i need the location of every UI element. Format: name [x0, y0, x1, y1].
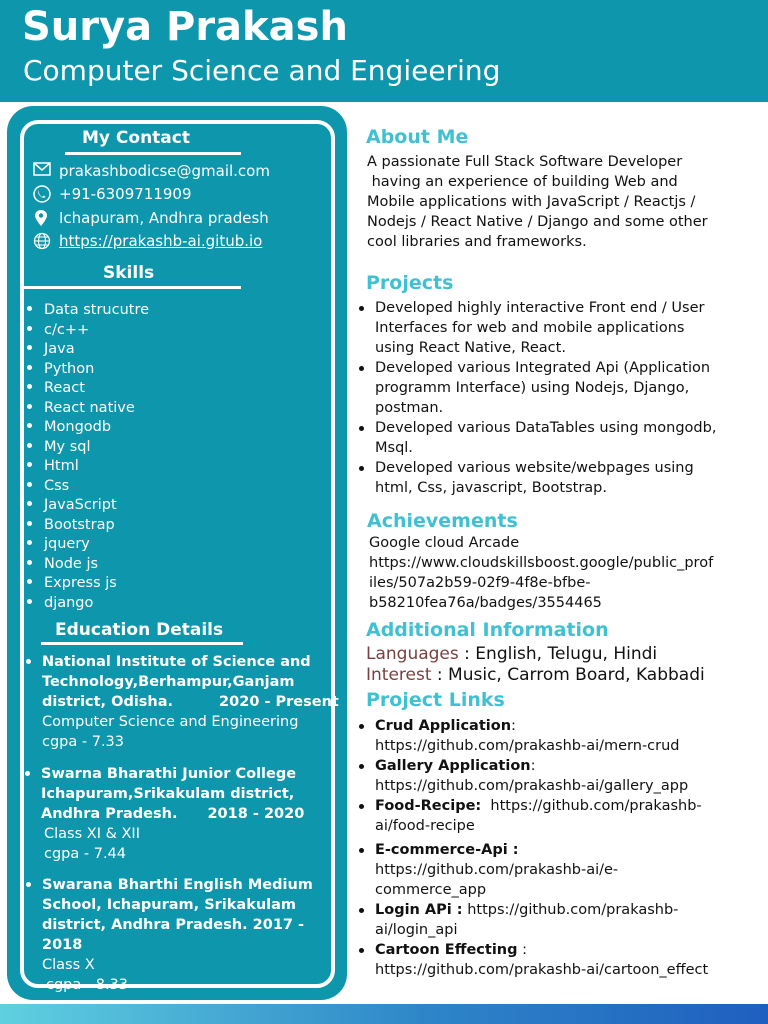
- about-text: [367, 152, 708, 252]
- education-years: 2018 - 2020: [207, 806, 305, 822]
- skill-item: Bootstrap: [25, 516, 149, 536]
- project-links-list: [375, 716, 708, 980]
- education-school-line: Technology,Berhampur,Ganjam: [42, 674, 295, 690]
- project-link-url[interactable]: ai/food-recipe: [375, 818, 475, 834]
- education-years: 2020 - Present: [219, 694, 339, 710]
- project-link-url[interactable]: https://github.com/prakashb-: [481, 798, 702, 814]
- project-links-heading: Project Links: [366, 689, 505, 711]
- person-name: Surya Prakash: [22, 4, 348, 50]
- project-link-url[interactable]: ai/login_api: [375, 922, 458, 938]
- project-link-url[interactable]: https://github.com/prakashb-ai/cartoon_effect: [375, 962, 709, 978]
- project-line: Developed various DataTables using mongodb,: [375, 420, 717, 436]
- education-heading: Education Details: [55, 620, 224, 640]
- project-link-item: [375, 900, 708, 940]
- achievement-line: Google cloud Arcade: [369, 535, 520, 551]
- interest-label: Interest: [366, 665, 432, 685]
- skill-item: django: [25, 594, 149, 614]
- project-line: html, Css, javascript, Bootstrap.: [375, 480, 607, 496]
- skill-item: React: [25, 379, 149, 399]
- contact-heading: My Contact: [82, 128, 190, 148]
- education-school-line: Swarana Bharthi English Medium: [42, 877, 313, 893]
- about-line: Mobile applications with JavaScript / Reactjs /: [367, 194, 696, 210]
- achievement-line: iles/507a2b59-02f9-4f8e-bfbe-: [369, 575, 591, 591]
- skill-item: Html: [25, 457, 149, 477]
- contact-email: [33, 162, 270, 180]
- education-school-line: School, Ichapuram, Srikakulam: [42, 897, 297, 913]
- about-line: having an experience of building Web and: [367, 174, 678, 190]
- sidebar: [7, 106, 347, 1000]
- project-link-label: Login APi :: [375, 902, 463, 918]
- languages-label: Languages: [366, 644, 459, 664]
- header-banner: [0, 0, 768, 102]
- achievement-line: https://www.cloudskillsboost.google/public_prof: [369, 555, 714, 571]
- education-school-line: district, Andhra Pradesh.: [42, 917, 248, 933]
- education-score: cgpa - 7.44: [44, 846, 127, 862]
- location-text: Ichapuram, Andhra pradesh: [59, 209, 269, 227]
- skill-item: Data strucutre: [25, 301, 149, 321]
- contact-underline: [65, 152, 241, 155]
- education-underline: [41, 642, 243, 645]
- person-title: Computer Science and Engieering: [23, 54, 501, 87]
- skill-item: My sql: [25, 438, 149, 458]
- education-school-line: district, Odisha.: [42, 694, 174, 710]
- email-text: prakashbodicse@gmail.com: [59, 162, 270, 180]
- skills-underline: [23, 286, 241, 289]
- project-line: using React Native, React.: [375, 340, 566, 356]
- project-link-url[interactable]: https://github.com/prakashb-ai/mern-crud: [375, 738, 680, 754]
- about-line: Nodejs / React Native / Django and some other: [367, 214, 708, 230]
- project-link-url[interactable]: commerce_app: [375, 882, 487, 898]
- project-link-label: Food-Recipe:: [375, 798, 482, 814]
- skill-item: Python: [25, 360, 149, 380]
- achievements-text: [369, 533, 713, 613]
- project-line: Developed various website/webpages using: [375, 460, 694, 476]
- project-link-label: E-commerce-Api :: [375, 842, 519, 858]
- education-school-line: Ichapuram,Srikakulam district,: [41, 786, 295, 802]
- projects-list: [375, 298, 716, 498]
- project-link-separator: :: [511, 718, 516, 734]
- project-line: Developed various Integrated Api (Application: [375, 360, 711, 376]
- education-years: 2017 - 2018: [42, 917, 305, 953]
- skill-item: Express js: [25, 574, 149, 594]
- project-item: [375, 358, 716, 418]
- project-item: [375, 458, 716, 498]
- education-score: cgpa - 8.33: [46, 977, 129, 993]
- achievements-heading: Achievements: [367, 510, 518, 532]
- bullet-icon: [25, 771, 30, 776]
- globe-icon: [33, 232, 53, 250]
- skill-item: JavaScript: [25, 496, 149, 516]
- skill-item: Node js: [25, 555, 149, 575]
- location-pin-icon: [33, 209, 53, 227]
- project-link-label: Gallery Application: [375, 758, 531, 774]
- education-course: Computer Science and Engineering: [42, 714, 299, 730]
- bullet-icon: [26, 659, 31, 664]
- skill-item: c/c++: [25, 321, 149, 341]
- languages-row: [366, 643, 657, 665]
- education-school-line: Swarna Bharathi Junior College: [41, 766, 297, 782]
- about-line: cool libraries and frameworks.: [367, 234, 587, 250]
- education-course: Class X: [42, 957, 95, 973]
- additional-heading: Additional Information: [366, 619, 609, 641]
- bullet-icon: [26, 882, 31, 887]
- project-link-label: Cartoon Effecting: [375, 942, 518, 958]
- project-link-url[interactable]: https://github.com/prakashb-: [462, 902, 679, 918]
- achievement-line: b58210fea76a/badges/3554465: [369, 595, 602, 611]
- project-link-item: [375, 940, 708, 980]
- contact-website[interactable]: [33, 232, 262, 250]
- project-link-label: Crud Application: [375, 718, 512, 734]
- skill-item: jquery: [25, 535, 149, 555]
- interest-value: : Music, Carrom Board, Kabbadi: [431, 665, 705, 685]
- projects-heading: Projects: [366, 272, 454, 294]
- interest-row: [366, 664, 705, 686]
- project-link-url[interactable]: https://github.com/prakashb-ai/e-: [375, 862, 619, 878]
- contact-location: [33, 209, 269, 227]
- project-link-item: [375, 756, 708, 796]
- skill-item: React native: [25, 399, 149, 419]
- education-entry: [41, 764, 304, 864]
- mail-icon: [33, 162, 53, 180]
- education-school-line: National Institute of Science and: [42, 654, 311, 670]
- project-link-item: [375, 840, 708, 900]
- project-item: [375, 418, 716, 458]
- website-link[interactable]: https://prakashb-ai.gitub.io: [59, 232, 263, 250]
- project-line: Msql.: [375, 440, 413, 456]
- project-link-item: [375, 796, 708, 836]
- education-score: cgpa - 7.33: [42, 734, 125, 750]
- project-line: postman.: [375, 400, 444, 416]
- contact-phone: [33, 185, 192, 203]
- skill-item: Mongodb: [25, 418, 149, 438]
- education-course: Class XI & XII: [44, 826, 140, 842]
- project-line: Interfaces for web and mobile applications: [375, 320, 685, 336]
- project-link-separator: :: [530, 758, 536, 774]
- skill-item: Java: [25, 340, 149, 360]
- skills-heading: Skills: [103, 263, 155, 283]
- phone-icon: [33, 185, 53, 203]
- skill-item: Css: [25, 477, 149, 497]
- project-link-url[interactable]: https://github.com/prakashb-ai/gallery_app: [375, 778, 689, 794]
- about-heading: About Me: [366, 126, 469, 148]
- footer-gradient-bar: [0, 1004, 768, 1024]
- education-entry: [42, 652, 339, 752]
- project-line: Developed highly interactive Front end / User: [375, 300, 705, 316]
- education-school-line: Andhra Pradesh.: [41, 806, 178, 822]
- project-line: programm Interface) using Nodejs, Django,: [375, 380, 690, 396]
- about-line: A passionate Full Stack Software Developer: [367, 154, 683, 170]
- project-item: [375, 298, 716, 358]
- languages-value: : English, Telugu, Hindi: [458, 644, 658, 664]
- project-link-separator: :: [517, 942, 527, 958]
- project-link-item: [375, 716, 708, 756]
- skills-list: [25, 301, 149, 613]
- phone-text: +91-6309711909: [59, 185, 192, 203]
- education-entry: [42, 875, 347, 995]
